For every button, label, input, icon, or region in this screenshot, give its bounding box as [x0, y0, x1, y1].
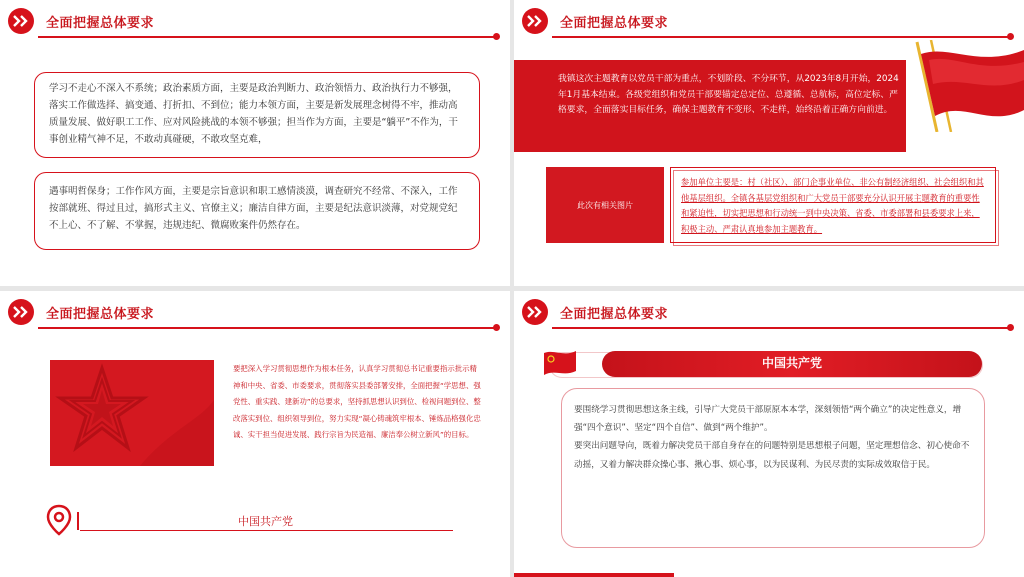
text-box	[561, 388, 985, 548]
double-chevron-icon	[8, 8, 34, 34]
image-placeholder: 此次有相关图片	[546, 167, 664, 243]
header-divider	[38, 327, 496, 329]
location-pin-icon	[44, 504, 74, 536]
footer-line	[80, 530, 453, 531]
flag-icon	[909, 40, 1024, 132]
slide-header	[522, 299, 1016, 325]
double-chevron-icon	[8, 299, 34, 325]
footer-label: 中国共产党	[238, 515, 293, 528]
page-title: 全面把握总体要求	[46, 307, 155, 322]
paragraph-1: 要围绕学习贯彻思想这条主线，引导广大党员干部原原本本学，深刻领悟“两个确立”的决定性意义，增强“四个意识”、坚定“四个自信”、做到“两个维护”。	[574, 405, 962, 434]
red-banner	[514, 60, 906, 152]
slide-header	[522, 8, 1016, 34]
text-box	[670, 167, 996, 243]
flag-icon	[542, 349, 578, 379]
header-dot	[1007, 33, 1014, 40]
slide-1	[0, 0, 510, 286]
text-box-2: 遇事明哲保身；工作作风方面，主要是宗旨意识和职工感情淡漠，调查研究不经常、不深入，工作按部就班、得过且过，搞形式主义、官僚主义；廉洁自律方面，主要是纪法意识淡薄，对党规党纪不上心、不了解、不掌握，违规违纪、微腐败案件仍然存在。	[34, 172, 480, 250]
header-dot	[1007, 324, 1014, 331]
pill-title: 中国共产党	[761, 356, 822, 370]
header-divider	[38, 36, 496, 38]
header-divider	[552, 36, 1010, 38]
text-box-1: 学习不走心不深入不系统；政治素质方面，主要是政治判断力、政治领悟力、政治执行力不够强，落实工作做选择、搞变通、打折扣、不到位；能力本领方面，主要是新发展理念树得不牢，推动高质量发展、做好职工工作、应对风险挑战的本领不够强；担当作为方面，主要是“躺平”不作为，干事创业精气神不足，不敢动真碰硬，不敢攻坚克难，	[34, 72, 480, 158]
banner-text: 我镇这次主题教育以党员干部为重点，不划阶段、不分环节，从2023年8月开始，2024年1月基本结束。各级党组织和党员干部要锚定总定位、总遵循、总航标，高位定标、严格要求，全面落实目标任务，确保主题教育不变形、不走样，始终沿着正确方向前进。	[558, 74, 899, 115]
page-title: 全面把握总体要求	[560, 307, 669, 322]
slide-3	[0, 291, 510, 577]
paragraph-2: 要突出问题导向，既着力解决党员干部自身存在的问题特别是思想根子问题，坚定理想信念、初心使命不动摇，又着力解决群众操心事、揪心事、烦心事，以为民谋利、为民尽责的实际成效取信于民。	[574, 441, 970, 470]
star-image	[50, 360, 214, 466]
double-chevron-icon	[522, 299, 548, 325]
box-text: 参加单位主要是：村（社区）、部门企事业单位、非公有制经济组织、社会组织和其他基层组织。全镇各基层党组织和广大党员干部要充分认识开展主题教育的重要性和紧迫性，切实把思想和行动统一到中央决策、省委、市委部署和县委要求上来，积极主动、严肃认真地参加主题教育。	[681, 177, 984, 234]
slide-4	[514, 291, 1024, 577]
header-divider	[552, 327, 1010, 329]
page-title: 全面把握总体要求	[46, 16, 155, 31]
slide-header	[8, 299, 502, 325]
star-icon	[50, 360, 214, 466]
page-title: 全面把握总体要求	[560, 16, 669, 31]
bottom-bar	[514, 573, 674, 577]
label-bar	[77, 512, 79, 530]
header-dot	[493, 324, 500, 331]
slide-2	[514, 0, 1024, 286]
header-dot	[493, 33, 500, 40]
slide-header	[8, 8, 502, 34]
double-chevron-icon	[522, 8, 548, 34]
body-text: 要把深入学习贯彻思想作为根本任务，认真学习贯彻总书记重要指示批示精神和中央、省委、市委要求，贯彻落实县委部署安排，全面把握“学思想、强党性、重实践、建新功”的总要求，坚持抓思想认识到位、检视问题到位、整改落实到位、组织领导到位，努力实现“凝心铸魂筑牢根本、锤炼品格强化忠诚、实干担当促进发展、践行宗旨为民造福、廉洁奉公树立新风”的目标。	[233, 364, 481, 439]
